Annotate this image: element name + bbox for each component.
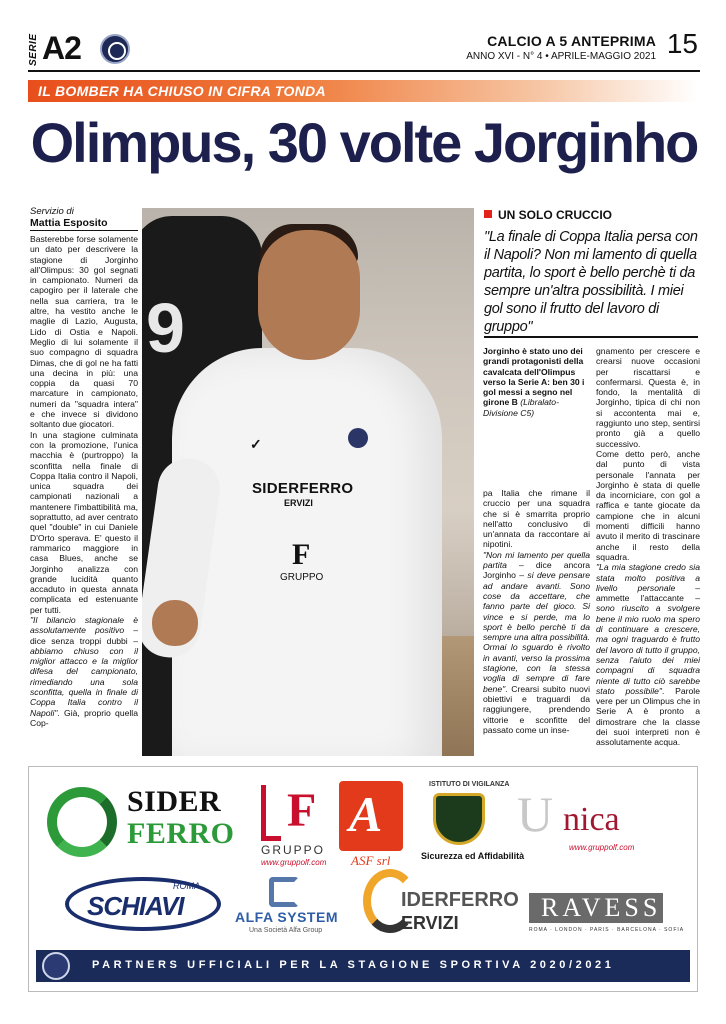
- quote-attribution: – ammette l'attaccante –: [596, 582, 701, 604]
- quote: abbiamo chiuso con il miglior attacco e la miglior difesa del campionato, rimediando una sola sconfitta, quella in finale di Coppa Italia contro il Napoli": [30, 645, 138, 718]
- quote: si deve pensare ad andare avanti. Sono cose da accettare, che fanno parte del gioco. Si vince e si perde, ma lo sport è bello perchè ti da sempre una altra possibilità. Ormai lo sguardo è rivolto in avanti, verso la prossima stagione, con la stessa voglia di sempre di fare bene": [483, 570, 590, 694]
- vigilanza-shield-icon: [433, 793, 485, 845]
- league-logo-icon: [100, 34, 130, 64]
- jersey-sponsor: SIDERFERRO: [252, 480, 354, 497]
- article-column-left: [30, 206, 138, 728]
- schiavi-city: ROMA: [173, 881, 200, 891]
- ravess-cities: ROMA · LONDON · PARIS · BARCELONA · SOFIA: [529, 927, 685, 933]
- paragraph: . Parole vere per un Olimpus che in Serie A è pronto a dimostrare che la classe dei suoi interpreti non è assolutamente acqua.: [596, 685, 700, 748]
- unica-url: www.gruppolf.com: [569, 843, 635, 852]
- club-crest-icon: [348, 428, 368, 448]
- article-column-mid: [483, 488, 590, 735]
- alfa-system-tagline: Una Società Alfa Group: [249, 927, 323, 934]
- caption-text: Jorginho è stato uno dei grandi protagonisti della cavalcata dell'Olimpus verso la Serie A: ben 30 i gol messi a segno nel girone B: [483, 346, 585, 408]
- jersey-sponsor-sub: ERVIZI: [284, 498, 313, 508]
- jersey-number: 9: [146, 289, 185, 367]
- swoosh-icon: ✓: [250, 436, 262, 452]
- page-header: [28, 28, 700, 72]
- alfa-system-icon: [269, 877, 299, 907]
- vigilanza-top: ISTITUTO DI VIGILANZA: [429, 781, 510, 788]
- article-headline: Olimpus, 30 volte Jorginho: [30, 111, 698, 174]
- partners-text: PARTNERS UFFICIALI PER LA STAGIONE SPORTIVA 2020/2021: [92, 959, 615, 971]
- asf-logo-icon: [339, 781, 403, 851]
- siderferro-logo-text: SIDER: [127, 785, 222, 818]
- asf-name: ASF srl: [351, 853, 391, 868]
- article-body-left: [30, 234, 138, 728]
- paragraph-end: . Già, proprio quella Cop-: [30, 707, 138, 728]
- club-logo-icon: [42, 952, 70, 980]
- paragraph: gnamento per crescere e crearsi nuove occasioni per riscattarsi e confermarsi. Questa è, in fondo, la mentalità di Jorginho, tipica di chi non si accontenta mai e, raggiunto uno step, sentirsi pronto già a quello successivo.: [596, 346, 700, 449]
- partners-bar: [36, 950, 690, 982]
- gruppo-lf-l-shape: [261, 785, 281, 841]
- siderferro-logo-text-2: FERRO: [127, 817, 235, 850]
- pull-quote: "La finale di Coppa Italia persa con il Napoli? Non mi lamento di quella partita, lo sport è bello perchè ti da sempre un'altra possibilità. I miei gol sono il frutto del lavoro di gruppo": [484, 229, 698, 335]
- pull-quote-divider: [484, 336, 698, 338]
- box-title: [484, 208, 612, 222]
- schiavi-name: SCHIAVI: [87, 891, 184, 921]
- issue-info: ANNO XVI - N° 4 • APRILE-MAGGIO 2021: [466, 51, 656, 62]
- article-column-right: [596, 346, 700, 748]
- magazine-info: [466, 33, 656, 62]
- box-title-text: UN SOLO CRUCCIO: [498, 208, 612, 222]
- serie-label: SERIE: [28, 33, 39, 66]
- serie-title: A2: [42, 30, 81, 66]
- byline-author: Mattia Esposito: [30, 217, 138, 231]
- jersey-logo-text: GRUPPO: [280, 572, 324, 583]
- alfa-system-name: ALFA SYSTEM: [235, 909, 338, 925]
- quote: "La mia stagione credo sia stata molto positiva a livello personale: [596, 562, 700, 593]
- byline-service: Servizio di: [30, 206, 74, 217]
- player-fist: [152, 600, 198, 646]
- magazine-title: CALCIO A 5 ANTEPRIMA: [487, 33, 656, 49]
- kicker-text: IL BOMBER HA CHIUSO IN CIFRA TONDA: [38, 83, 326, 99]
- unica-u-letter: U: [517, 786, 554, 842]
- kicker-bar: [28, 80, 698, 102]
- gruppo-lf-letter: F: [287, 784, 317, 837]
- siderferro-servizi-line1: IDERFERRO: [401, 889, 519, 911]
- asf-letter: A: [349, 786, 383, 842]
- photo-caption: [483, 346, 590, 418]
- paragraph: [30, 615, 138, 728]
- paragraph: pa Italia che rimane il cruccio per una squadra che si è smarrita proprio nell'atto conclusivo di un'annata da raccontare ai nipotini.: [483, 488, 590, 550]
- vigilanza-tagline: Sicurezza ed Affidabilità: [421, 851, 525, 861]
- paragraph: In una stagione culminata con la promozione, l'unica macchia è (purtroppo) la sconfitta nella finale di Coppa Italia contro il Napoli, unica squadra dei campionati nazionali a mantenere l'imbattibilità ma, soprattutto, ad aver centrato quel "double" in cui Daniele D'Orto sperava. E' questo il rammarico maggiore in casa Blues, anche se Jorginho analizza con grande lucidità quanto accaduto in questa annata complicata ed estenuante per tutti.: [30, 429, 138, 615]
- recycle-icon: [47, 787, 117, 857]
- quote-attribution: – dice senza troppi dubbi –: [30, 625, 138, 646]
- ravess-name: RAVESS: [541, 893, 662, 922]
- siderferro-servizi-line2: ERVIZI: [401, 913, 459, 933]
- quote: sono riuscito a svolgere bene il mio ruolo ma spero di continuare a crescere, ma ogni traguardo è frutto del lavoro di tutto il gruppo, senza l'aiuto dei miei compagni di squadra niente di tutto ciò sarebbe stato possibile": [596, 603, 700, 696]
- unica-name: nica: [563, 801, 620, 838]
- gruppo-lf-name: GRUPPO: [261, 843, 326, 857]
- jersey-logo: F: [292, 538, 311, 571]
- paragraph: Come detto però, anche dal punto di vista personale l'annata per Jorginho è stata di quelle da incorniciare, con gol a raffica e tante giocate da campione che in alcuni momenti difficili hanno avuto il merito di trascinare anche il resto della squadra.: [596, 448, 700, 562]
- player-head: [258, 230, 360, 360]
- gruppo-lf-logo-icon: [261, 785, 323, 841]
- photo-credit: (Libralato-Divisione C5): [483, 397, 559, 418]
- paragraph: Basterebbe forse solamente un dato per descrivere la stagione di Jorginho all'Olimpus: 30 gol segnati in campionato. Numeri da capogiro per il laterale che nella sua carriera, tra le altre, ha vestito anche le maglie di Lazio, Augusta, Lido di Ostia e Napoli. Meglio di lui solamente il suo compagno di squadra Dimas, che di gol ne ha fatti una decina in più: una coppia da quasi 70 marcature in campionato, numeri da "squadra intera" e che invece si dividono soltanto due giocatori.: [30, 234, 138, 430]
- header-divider: [28, 70, 700, 72]
- quote: "Non mi lamento per quella partita: [483, 549, 590, 571]
- quote-attribution: – dice ancora Jorginho –: [483, 560, 590, 581]
- page-number: 15: [666, 28, 698, 59]
- player-photo: [142, 208, 474, 756]
- red-square-icon: [484, 210, 492, 218]
- paragraph: . Crearsi subito nuovi obiettivi e traguardi da raggiungere, prendendo vittorie e sconfitte del passato come un inse-: [483, 683, 590, 735]
- gruppo-lf-url: www.gruppolf.com: [261, 858, 327, 867]
- quote: "Il bilancio stagionale è assolutamente positivo: [30, 614, 138, 636]
